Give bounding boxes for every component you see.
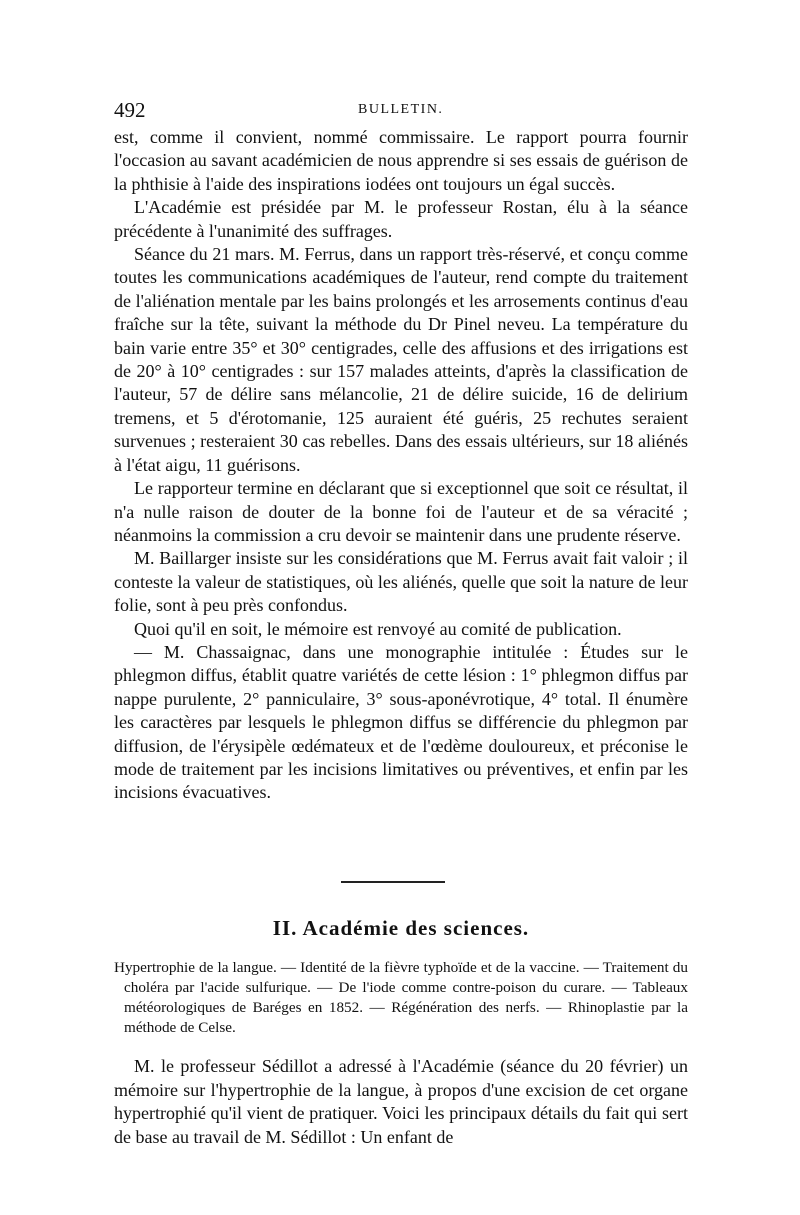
paragraph: M. Baillarger insiste sur les considérations que M. Ferrus avait fait valoir ; il conteste la valeur de statistiques, où les aliénés, quelle que soit la nature de leur folie, sont à peu près confondus. — [114, 548, 688, 616]
section-divider — [341, 881, 445, 883]
paragraph: Le rapporteur termine en déclarant que si exceptionnel que soit ce résultat, il n'a nulle raison de douter de la bonne foi de l'auteur et de sa véracité ; néanmoins la commission a cru devoir se maintenir dans une prudente réserve. — [114, 478, 688, 545]
page-number: 492 — [114, 98, 146, 122]
running-title: BULLETIN. — [358, 102, 444, 117]
section-title: II. Académie des sciences. — [272, 916, 530, 940]
page-header — [114, 98, 686, 124]
paragraph: M. le professeur Sédillot a adressé à l'Académie (séance du 20 février) un mémoire sur l'hypertrophie de la langue, à propos d'une excision de cet organe hypertrophié qu'il vient de pratiquer. Voici les principaux détails du fait qui sert de base au travail de M. Sédillot : Un enfant de — [114, 1056, 688, 1147]
paragraph: L'Académie est présidée par M. le professeur Rostan, élu à la séance précédente à l'unanimité des suffrages. — [114, 197, 688, 241]
body-text-continued — [114, 1055, 688, 1149]
paragraph: — M. Chassaignac, dans une monographie intitulée : Études sur le phlegmon diffus, établit quatre variétés de cette lésion : 1° phlegmon diffus par nappe purulente, 2° panniculaire, 3° sous-aponévrotique, 4° total. Il énumère les caractères par lesquels le phlegmon diffus se différencie du phlegmon par diffusion, de l'érysipèle œdémateux et de l'œdème douloureux, et préconise le mode de traitement par les incisions limitatives ou préventives, et enfin par les incisions évacuatives. — [114, 641, 688, 803]
paragraph: est, comme il convient, nommé commissaire. Le rapport pourra fournir l'occasion au savant académicien de nous apprendre si ses essais de guérison de la phthisie à l'aide des inspirations iodées ont toujours un égal succès. — [114, 127, 688, 194]
paragraph: Séance du 21 mars. M. Ferrus, dans un rapport très-réservé, et conçu comme toutes les communications académiques de l'auteur, rend compte du traitement de l'aliénation mentale par les bains prolongés et les arrosements continus d'eau fraîche sur la tête, suivant la méthode du Dr Pinel neveu. La température du bain varie entre 35° et 30° centigrades, celle des affusions et des irrigations est de 20° à 10° centigrades : sur 157 malades atteints, d'après la classification de l'auteur, 57 de délire sans mélancolie, 21 de délire suicide, 16 de delirium tremens, et 5 d'érotomanie, 125 auraient été guéris, 25 rechutes seraient survenues ; resteraient 30 cas rebelles. Dans des essais ultérieurs, sur 18 aliénés à l'état aigu, 11 guérisons. — [114, 244, 688, 475]
section-summary: Hypertrophie de la langue. — Identité de la fièvre typhoïde et de la vaccine. — Traitement du choléra par l'acide sulfurique. — De l'iode comme contre-poison du curare. — Tableaux météorologiques de Baréges en 1852. — Régénération des nerfs. — Rhinoplastie par la méthode de Celse. — [114, 959, 688, 1036]
body-text — [114, 126, 688, 805]
paragraph: Quoi qu'il en soit, le mémoire est renvoyé au comité de publication. — [134, 618, 622, 639]
